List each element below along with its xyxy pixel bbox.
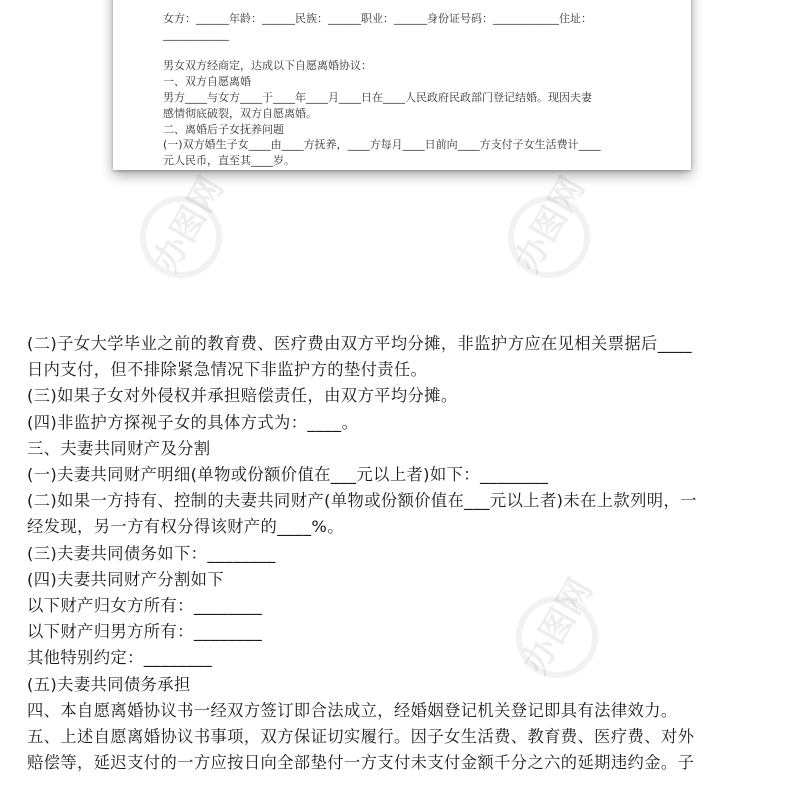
card-line: 元人民币，直至其____岁。 (163, 154, 295, 168)
card-line: 男方____与女方____于____年____月____日在____人民政府民政部门登记结婚。现因夫妻 (163, 90, 592, 104)
body-line: 以下财产归女方所有：________ (27, 596, 263, 616)
document-preview-card (113, 0, 691, 170)
card-line: 男女双方经商定，达成以下自愿离婚协议： (163, 59, 372, 73)
section-heading: 五、上述自愿离婚协议书事项，双方保证切实履行。因子女生活费、教育费、医疗费、对外 (27, 727, 695, 747)
body-line: 其他特别约定：________ (27, 648, 213, 668)
body-line: (四)夫妻共同财产分割如下 (27, 569, 224, 589)
watermark-text: 办图网 (515, 572, 601, 681)
card-text (163, 11, 683, 169)
body-line: (三)如果子女对外侵权并承担赔偿责任，由双方平均分摊。 (27, 386, 458, 406)
watermark-logo (140, 196, 222, 278)
body-line: (二)子女大学毕业之前的教育费、医疗费由双方平均分摊，非监护方应在见相关票据后____ (27, 334, 692, 353)
body-line: 经发现，另一方有权分得该财产的____%。 (27, 517, 344, 537)
card-line: 二、离婚后子女抚养问题 (163, 122, 284, 136)
section-heading: 三、夫妻共同财产及分割 (27, 438, 211, 458)
body-line: 以下财产归男方所有：________ (27, 622, 263, 642)
card-line-gap (163, 43, 683, 59)
body-line: (一)夫妻共同财产明细(单物或份额价值在___元以上者)如下：________ (27, 465, 549, 485)
card-line: 一、双方自愿离婚 (163, 75, 251, 89)
card-line: 感情彻底破裂，双方自愿离婚。 (163, 106, 317, 120)
watermark-text: 办图网 (146, 170, 232, 279)
card-line: 女方：______年龄：______民族：______职业：______身份证号码：____________住址： (163, 12, 592, 25)
body-line: 赔偿等，延迟支付的一方应按日向全部垫付一方支付未支付金额千分之六的延期违约金。子 (27, 753, 695, 773)
body-line: 日内支付，但不排除紧急情况下非监护方的垫付责任。 (27, 360, 428, 380)
body-line: (五)夫妻共同债务承担 (27, 674, 191, 694)
watermark-logo (508, 196, 590, 278)
card-line: ____________ (163, 27, 229, 41)
agreement-body (27, 331, 787, 776)
body-line: (二)如果一方持有、控制的夫妻共同财产(单物或份额价值在___元以上者)未在上款列明，一 (27, 491, 697, 511)
watermark-text: 办图网 (507, 170, 593, 279)
body-line: (四)非监护方探视子女的具体方式为：____。 (27, 412, 359, 432)
card-line: (一)双方婚生子女____由____方抚养，____方每月____日前向____方支付子女生活费计____ (163, 138, 601, 152)
section-heading: 四、本自愿离婚协议书一经双方签订即合法成立，经婚姻登记机关登记即具有法律效力。 (27, 700, 678, 720)
body-line: (三)夫妻共同债务如下：________ (27, 543, 276, 563)
